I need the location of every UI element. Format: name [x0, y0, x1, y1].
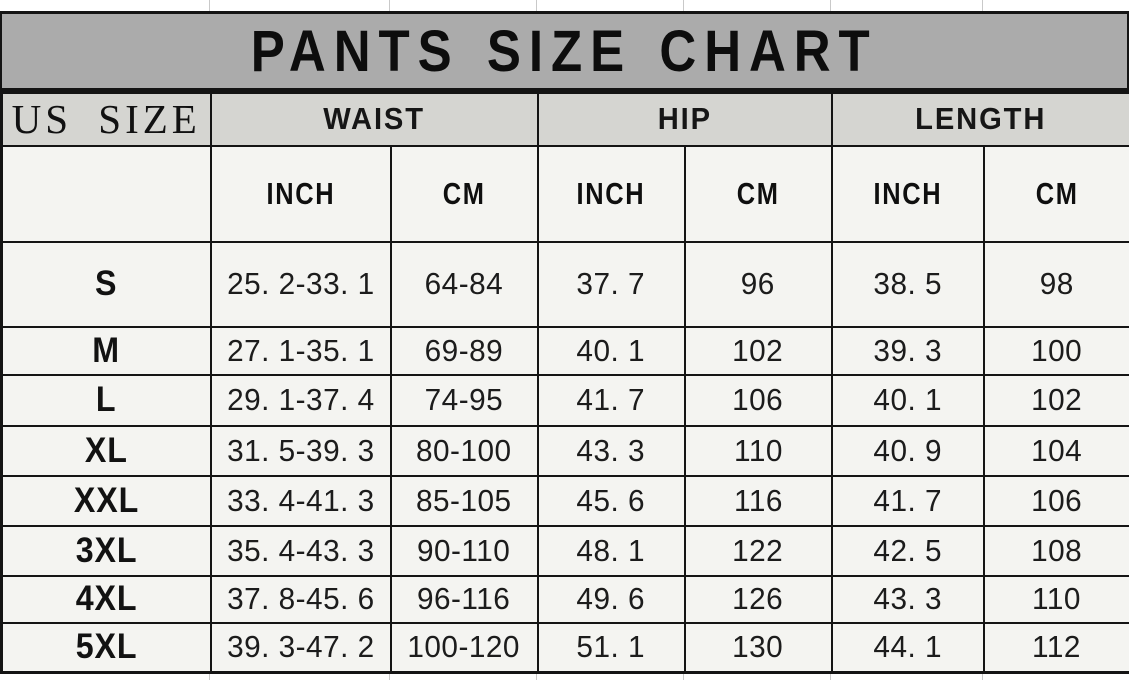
- size-label: 5XL: [75, 627, 138, 667]
- table-row-3xl: [2, 526, 1129, 576]
- hip-cm-cell: [685, 327, 832, 375]
- waist-inch-cell: [211, 426, 391, 476]
- length-inch-cell: [832, 526, 984, 576]
- size-label: L: [95, 380, 117, 419]
- length-inch-cell: [832, 375, 984, 426]
- hip-cm-cell: [685, 476, 832, 526]
- value: 96-116: [417, 581, 511, 616]
- value: 29. 1-37. 4: [226, 382, 375, 417]
- size-cell: [2, 242, 211, 327]
- waist-inch-cell: [211, 623, 391, 673]
- value: 40. 9: [873, 432, 942, 468]
- hip-cm-cell: [685, 242, 832, 327]
- value: 130: [732, 629, 784, 665]
- table-row-5xl: [2, 623, 1129, 673]
- value: 40. 1: [576, 332, 646, 368]
- hip-inch-cell: [538, 242, 685, 327]
- value: 51. 1: [576, 629, 646, 665]
- hip-header-cell: [538, 93, 832, 146]
- length-inch-cell: [832, 476, 984, 526]
- hip-cm-cell: [685, 375, 832, 426]
- size-cell: [2, 576, 211, 623]
- us-size-label: US SIZE: [11, 96, 201, 143]
- table-row-m: [2, 327, 1129, 375]
- size-label: 3XL: [75, 530, 138, 570]
- value: 44. 1: [873, 629, 942, 665]
- value: 39. 3-47. 2: [226, 629, 375, 665]
- waist-inch-cell: [211, 375, 391, 426]
- size-label: 4XL: [75, 579, 138, 618]
- value: 42. 5: [873, 532, 942, 568]
- length-inch-cell: [832, 242, 984, 327]
- length-cm-cell: [984, 576, 1129, 623]
- waist-cm-header: [391, 146, 538, 242]
- value: 126: [732, 581, 784, 616]
- length-inch-cell: [832, 623, 984, 673]
- value: 122: [732, 532, 784, 568]
- size-label: M: [92, 330, 121, 370]
- length-cm-cell: [984, 426, 1129, 476]
- value: 74-95: [424, 382, 504, 417]
- value: 43. 3: [873, 581, 942, 616]
- size-cell: [2, 526, 211, 576]
- hip-inch-cell: [538, 526, 685, 576]
- value: 102: [732, 332, 784, 368]
- hip-inch-cell: [538, 623, 685, 673]
- hip-inch-cell: [538, 327, 685, 375]
- value: 102: [1031, 382, 1083, 417]
- waist-cm-cell: [391, 623, 538, 673]
- waist-cm-cell: [391, 526, 538, 576]
- waist-cm-cell: [391, 576, 538, 623]
- value: 35. 4-43. 3: [226, 532, 375, 568]
- value: 106: [732, 382, 784, 417]
- waist-inch-header: [211, 146, 391, 242]
- waist-inch-cell: [211, 526, 391, 576]
- hip-cm-cell: [685, 526, 832, 576]
- hip-cm-cell: [685, 623, 832, 673]
- size-cell: [2, 375, 211, 426]
- waist-cm-cell: [391, 375, 538, 426]
- length-cm-cell: [984, 526, 1129, 576]
- waist-cm-label: CM: [442, 175, 486, 211]
- length-header-cell: [832, 93, 1129, 146]
- table-row-xxl: [2, 476, 1129, 526]
- length-inch-cell: [832, 426, 984, 476]
- value: 110: [733, 432, 783, 468]
- value: 80-100: [416, 432, 512, 468]
- table-row-xl: [2, 426, 1129, 476]
- value: 106: [1031, 482, 1083, 518]
- waist-inch-cell: [211, 327, 391, 375]
- hip-inch-cell: [538, 375, 685, 426]
- waist-cm-cell: [391, 242, 538, 327]
- length-cm-header: [984, 146, 1129, 242]
- waist-cm-cell: [391, 476, 538, 526]
- hip-cm-label: CM: [736, 175, 780, 211]
- value: 108: [1031, 532, 1083, 568]
- size-label: XXL: [73, 480, 139, 520]
- value: 100: [1031, 332, 1083, 368]
- value: 64-84: [424, 266, 504, 301]
- value: 31. 5-39. 3: [226, 432, 375, 468]
- length-inch-cell: [832, 327, 984, 375]
- size-cell: [2, 327, 211, 375]
- group-header-row: [2, 93, 1129, 146]
- size-label: XL: [84, 430, 128, 470]
- value: 98: [1039, 266, 1074, 301]
- length-cm-cell: [984, 375, 1129, 426]
- hip-label: HIP: [657, 101, 712, 137]
- value: 85-105: [416, 482, 512, 518]
- length-inch-header: [832, 146, 984, 242]
- value: 37. 8-45. 6: [226, 581, 375, 616]
- size-label: S: [95, 264, 118, 303]
- hip-inch-header: [538, 146, 685, 242]
- chart-title: PANTS SIZE CHART: [251, 18, 878, 84]
- top-grid-strip: [0, 0, 1129, 11]
- hip-inch-cell: [538, 576, 685, 623]
- length-label: LENGTH: [915, 101, 1047, 137]
- length-inch-cell: [832, 576, 984, 623]
- value: 38. 5: [873, 266, 942, 301]
- value: 48. 1: [576, 532, 646, 568]
- value: 96: [740, 266, 776, 301]
- waist-inch-cell: [211, 242, 391, 327]
- value: 49. 6: [576, 581, 646, 616]
- hip-inch-cell: [538, 476, 685, 526]
- size-table: [0, 91, 1129, 674]
- chart-title-bar: [0, 11, 1129, 91]
- size-cell: [2, 623, 211, 673]
- size-cell: [2, 476, 211, 526]
- table-row-l: [2, 375, 1129, 426]
- blank-corner-cell: [2, 146, 211, 242]
- value: 45. 6: [576, 482, 646, 518]
- value: 69-89: [424, 332, 504, 368]
- value: 41. 7: [576, 382, 646, 417]
- waist-inch-label: INCH: [266, 175, 335, 211]
- hip-cm-header: [685, 146, 832, 242]
- table-row-4xl: [2, 576, 1129, 623]
- hip-inch-cell: [538, 426, 685, 476]
- waist-cm-cell: [391, 426, 538, 476]
- value: 100-120: [407, 629, 521, 665]
- bottom-grid-strip: [0, 674, 1129, 680]
- waist-label: WAIST: [323, 101, 425, 137]
- unit-header-row: [2, 146, 1129, 242]
- value: 40. 1: [873, 382, 942, 417]
- hip-cm-cell: [685, 426, 832, 476]
- value: 41. 7: [873, 482, 942, 518]
- length-cm-cell: [984, 242, 1129, 327]
- value: 37. 7: [576, 266, 646, 301]
- value: 112: [1032, 629, 1082, 665]
- waist-inch-cell: [211, 476, 391, 526]
- length-cm-cell: [984, 476, 1129, 526]
- value: 110: [1032, 581, 1082, 616]
- value: 25. 2-33. 1: [226, 266, 375, 301]
- table-row-s: [2, 242, 1129, 327]
- us-size-header-cell: [2, 93, 211, 146]
- value: 27. 1-35. 1: [226, 332, 375, 368]
- size-cell: [2, 426, 211, 476]
- length-cm-label: CM: [1035, 175, 1079, 211]
- value: 33. 4-41. 3: [226, 482, 375, 518]
- hip-cm-cell: [685, 576, 832, 623]
- waist-inch-cell: [211, 576, 391, 623]
- waist-cm-cell: [391, 327, 538, 375]
- value: 43. 3: [576, 432, 646, 468]
- waist-header-cell: [211, 93, 538, 146]
- value: 116: [733, 482, 783, 518]
- length-inch-label: INCH: [873, 175, 942, 211]
- value: 39. 3: [873, 332, 942, 368]
- length-cm-cell: [984, 327, 1129, 375]
- value: 90-110: [417, 532, 511, 568]
- hip-inch-label: INCH: [576, 175, 646, 211]
- value: 104: [1031, 432, 1083, 468]
- length-cm-cell: [984, 623, 1129, 673]
